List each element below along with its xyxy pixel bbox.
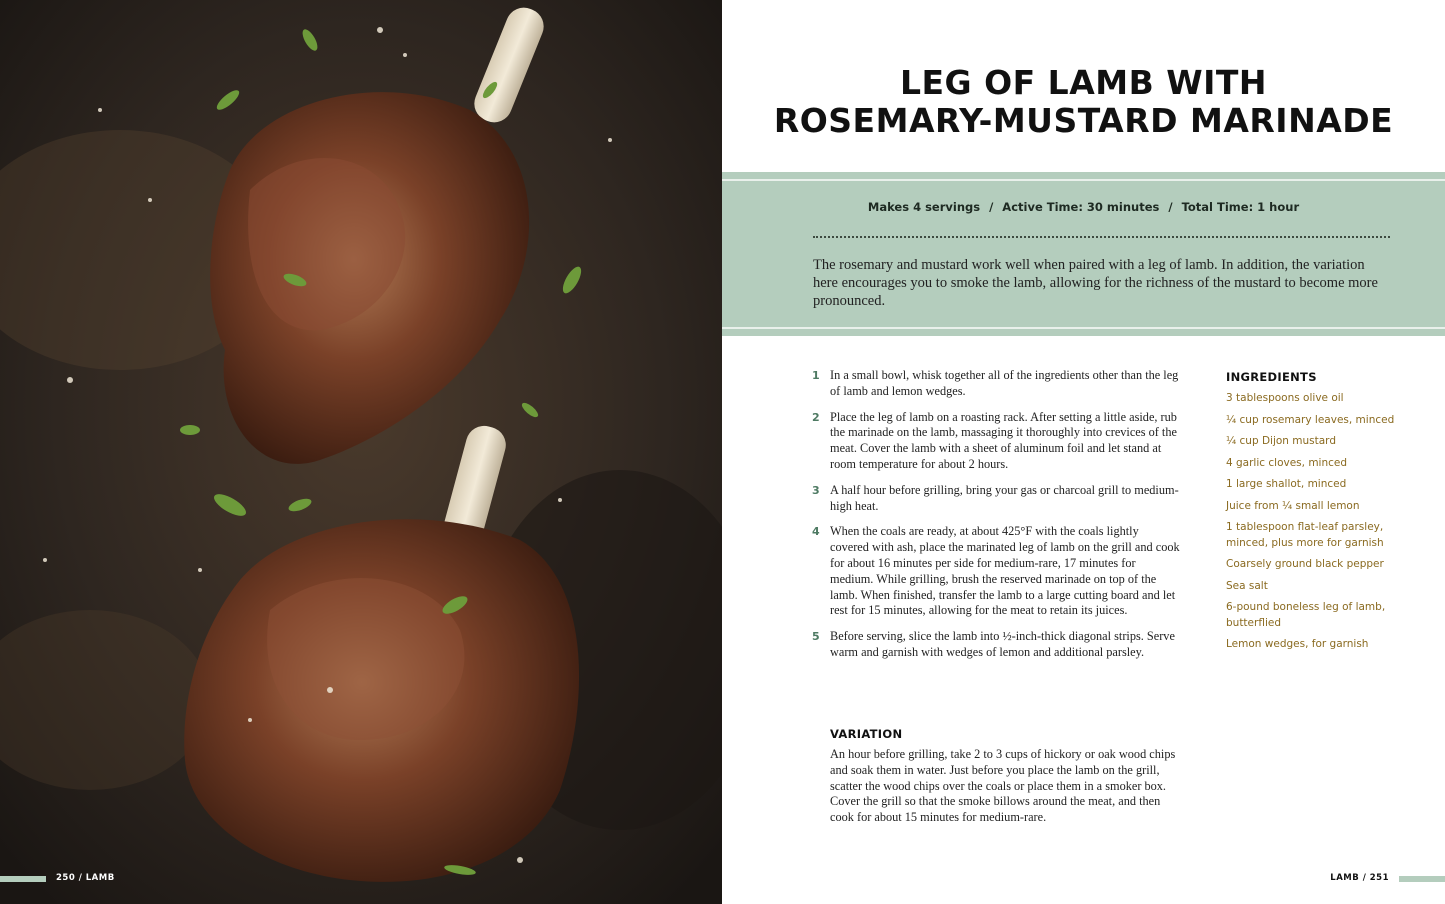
step-item — [812, 483, 1180, 515]
recipe-title — [722, 64, 1445, 140]
total-time: Total Time: 1 hour — [1181, 200, 1300, 214]
step-number: 5 — [812, 630, 820, 644]
step-text: In a small bowl, whisk together all of the ingredients other than the leg of lamb and lemon wedges. — [830, 368, 1179, 398]
meta-separator: / — [989, 200, 994, 214]
ingredient-item: Juice from ¼ small lemon — [1226, 499, 1360, 512]
ingredient-item: 3 tablespoons olive oil — [1226, 392, 1344, 404]
step-text: A half hour before grilling, bring your gas or charcoal grill to medium-high heat. — [830, 482, 1179, 513]
recipe-intro: The rosemary and mustard work well when paired with a leg of lamb. In addition, the variation here encourages you to smoke the lamb, allowing for the richness of the mustard to become more pronounced. — [813, 257, 1378, 309]
ingredients-section — [1226, 370, 1406, 659]
ingredient-item: ¼ cup Dijon mustard — [1226, 435, 1336, 447]
step-item — [812, 368, 1180, 400]
step-number: 2 — [812, 410, 820, 424]
ingredient-item: Coarsely ground black pepper — [1226, 558, 1384, 570]
step-text: When the coals are ready, at about 425°F with the coals lightly covered with ash, place the marinated leg of lamb on the grill and cook for about 16 minutes per side for medium-rare, 17 minutes for medium. While grilling, brush the reserved marinade on top of the lamb. When finished, transfer the lamb to a large cutting board and let rest for 15 minutes, allowing for the meat to retain its juices. — [830, 524, 1180, 618]
recipe-title-line-1: LEG OF LAMB WITH — [899, 63, 1268, 102]
lamb-photo — [0, 0, 722, 904]
step-text: Before serving, slice the lamb into ½-inch-thick diagonal strips. Serve warm and garnish with wedges of lemon and additional parsley. — [830, 629, 1175, 659]
ingredient-item: Lemon wedges, for garnish — [1226, 638, 1369, 650]
meta-separator: / — [1168, 200, 1173, 214]
step-number: 3 — [812, 483, 820, 497]
step-item — [812, 410, 1180, 473]
variation-section — [830, 727, 1180, 826]
recipe-page — [722, 0, 1445, 904]
recipe-title-line-2: ROSEMARY-MUSTARD MARINADE — [773, 101, 1394, 140]
ingredient-item: 1 tablespoon flat-leaf parsley, minced, plus more for garnish — [1226, 521, 1384, 549]
folio-right: LAMB / 251 — [1330, 873, 1389, 883]
step-item — [812, 524, 1180, 619]
summary-band — [722, 172, 1445, 336]
active-time: Active Time: 30 minutes — [1002, 200, 1160, 214]
variation-heading: VARIATION — [830, 727, 903, 741]
ingredients-list — [1226, 391, 1406, 653]
recipe-meta — [722, 200, 1445, 214]
ingredient-item: 1 large shallot, minced — [1226, 478, 1347, 490]
ingredient-item: 4 garlic cloves, minced — [1226, 456, 1348, 469]
band-rule-bottom — [722, 327, 1445, 329]
method-steps — [812, 368, 1180, 671]
ingredient-item: Sea salt — [1226, 579, 1268, 592]
band-rule-top — [722, 179, 1445, 181]
lamb-photo-illustration — [0, 0, 722, 904]
dotted-divider — [813, 236, 1390, 238]
step-number: 1 — [812, 369, 820, 382]
step-number: 4 — [812, 525, 820, 539]
folio-right-bar — [1399, 876, 1445, 882]
variation-text: An hour before grilling, take 2 to 3 cups of hickory or oak wood chips and soak them in water. Just before you place the lamb on the grill, scatter the wood chips over the coals or place them in a smoker box. Cover the grill so that the smoke billows around the meat, and then cook for about 15 minutes for medium-rare. — [830, 747, 1176, 825]
servings: Makes 4 servings — [867, 200, 981, 214]
ingredients-heading: INGREDIENTS — [1226, 370, 1317, 384]
folio-left: 250 / LAMB — [56, 873, 115, 883]
ingredient-item: ¼ cup rosemary leaves, minced — [1226, 413, 1395, 426]
ingredient-item: 6-pound boneless leg of lamb, butterflied — [1226, 601, 1386, 629]
step-text: Place the leg of lamb on a roasting rack. After setting a little aside, rub the marinade on the lamb, massaging it thoroughly into crevices of the meat. Cover the lamb with a sheet of aluminum foil and let stand at room temperature for about 2 hours. — [830, 409, 1177, 471]
step-item — [812, 629, 1180, 661]
